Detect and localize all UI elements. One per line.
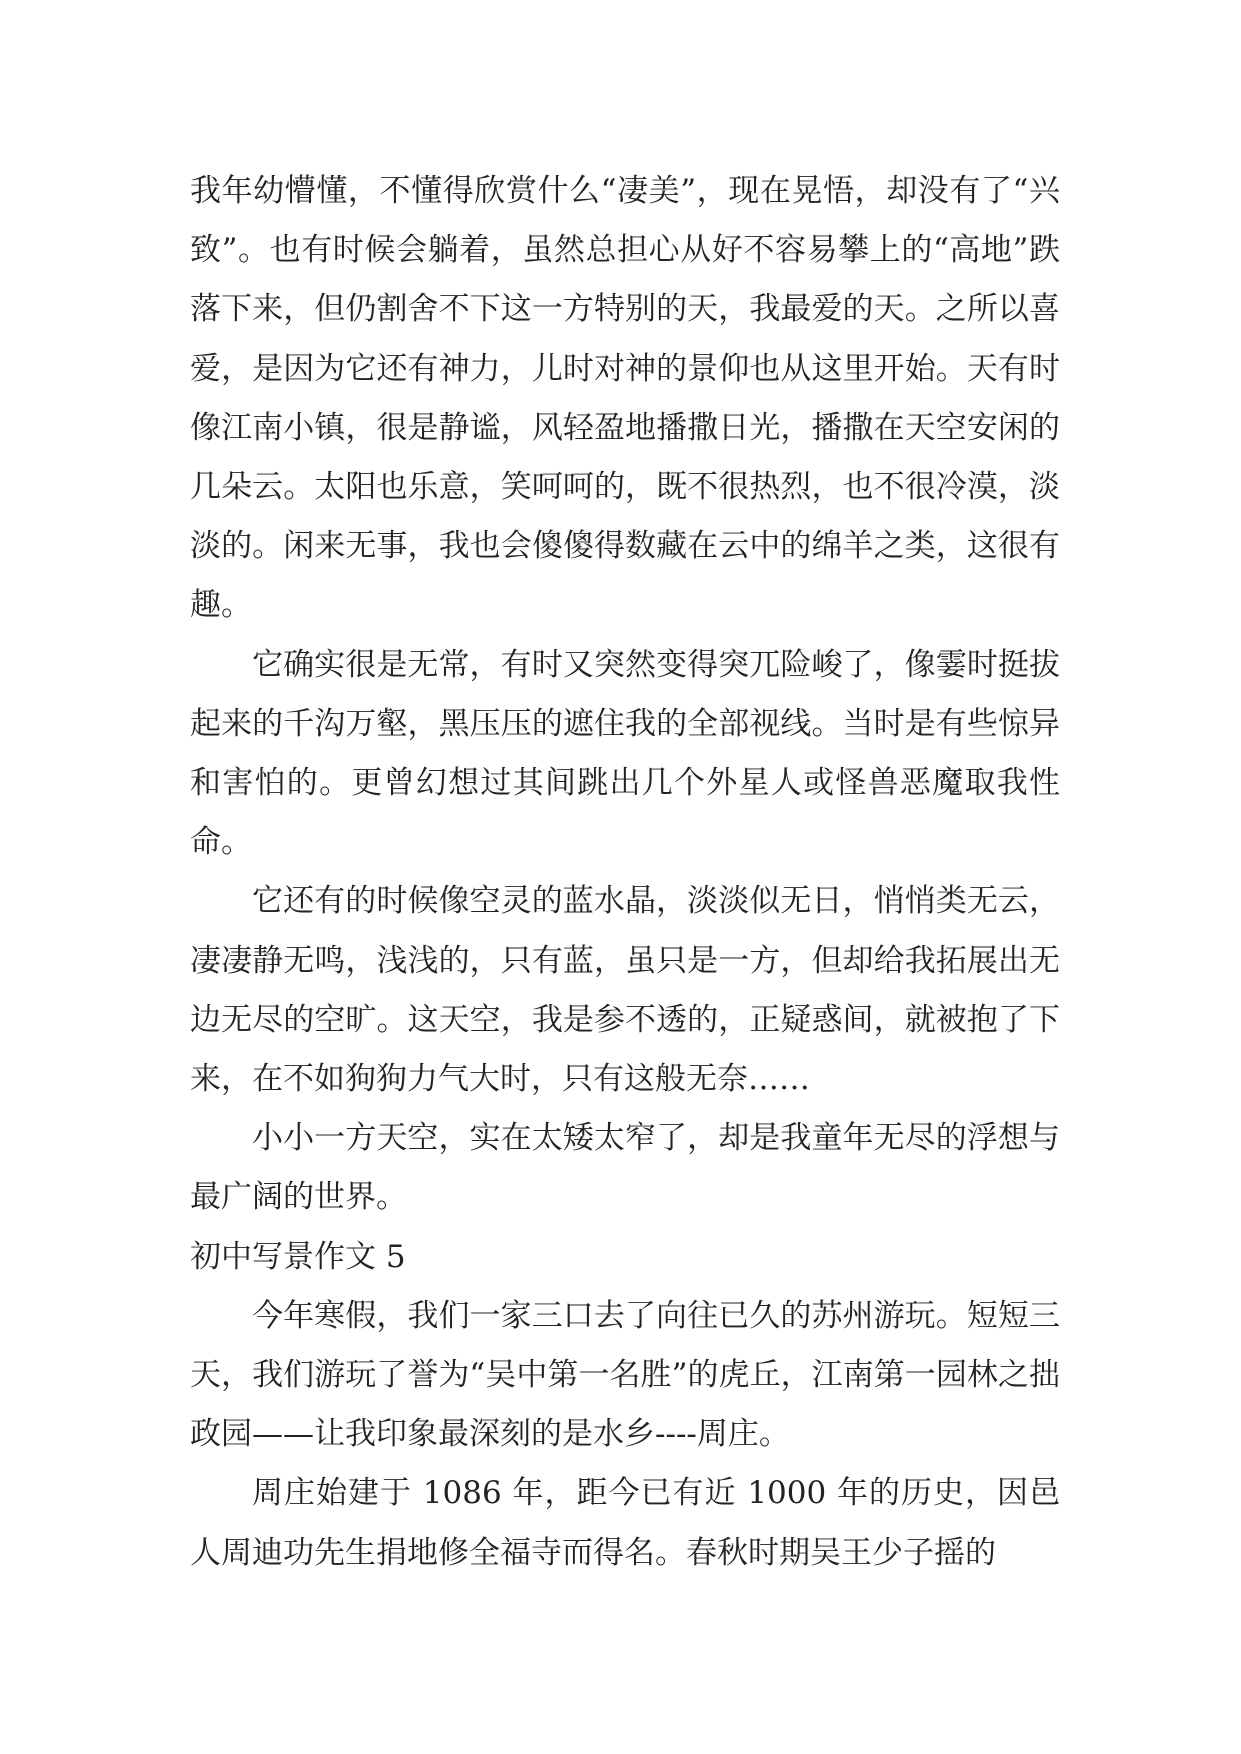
paragraph-sky-conclusion: 小小一方天空，实在太矮太窄了，却是我童年无尽的浮想与最广阔的世界。: [190, 1120, 1060, 1216]
paragraph-sky-fickle: 它确实很是无常，有时又突然变得突兀险峻了，像霎时挺拔起来的千沟万壑，黑压压的遮住我的全部视线。当时是有些惊异和害怕的。更曾幻想过其间跳出几个外星人或怪兽恶魔取我性命。: [190, 646, 1060, 861]
paragraph-suzhou-trip: 今年寒假，我们一家三口去了向往已久的苏州游玩。短短三天，我们游玩了誉为“吴中第一名胜”的虎丘，江南第一园林之拙政园——让我印象最深刻的是水乡----周庄。: [190, 1297, 1060, 1453]
paragraph-sky-crystal: 它还有的时候像空灵的蓝水晶，淡淡似无日，悄悄类无云，凄凄静无鸣，浅浅的，只有蓝，虽只是一方，但却给我拓展出无边无尽的空旷。这天空，我是参不透的，正疑惑间，就被抱了下来，在不如狗狗力气大时，只有这般无奈……: [190, 883, 1060, 1098]
paragraph-zhouzhuang-history: 周庄始建于 1086 年，距今已有近 1000 年的历史，因邑人周迪功先生捐地修全福寺而得名。春秋时期吴王少子摇的: [190, 1475, 1060, 1571]
section-heading: 初中写景作文 5: [190, 1238, 406, 1275]
document-body: [190, 162, 1060, 1583]
paragraph-sky-childhood: 我年幼懵懂，不懂得欣赏什么“凄美”，现在晃悟，却没有了“兴致”。也有时候会躺着，虽然总担心从好不容易攀上的“高地”跌落下来，但仍割舍不下这一方特别的天，我最爱的天。之所以喜爱，是因为它还有神力，儿时对神的景仰也从这里开始。天有时像江南小镇，很是静谧，风轻盈地播撒日光，播撒在天空安闲的几朵云。太阳也乐意，笑呵呵的，既不很热烈，也不很冷漠，淡淡的。闲来无事，我也会傻傻得数藏在云中的绵羊之类，这很有趣。: [190, 173, 1060, 624]
